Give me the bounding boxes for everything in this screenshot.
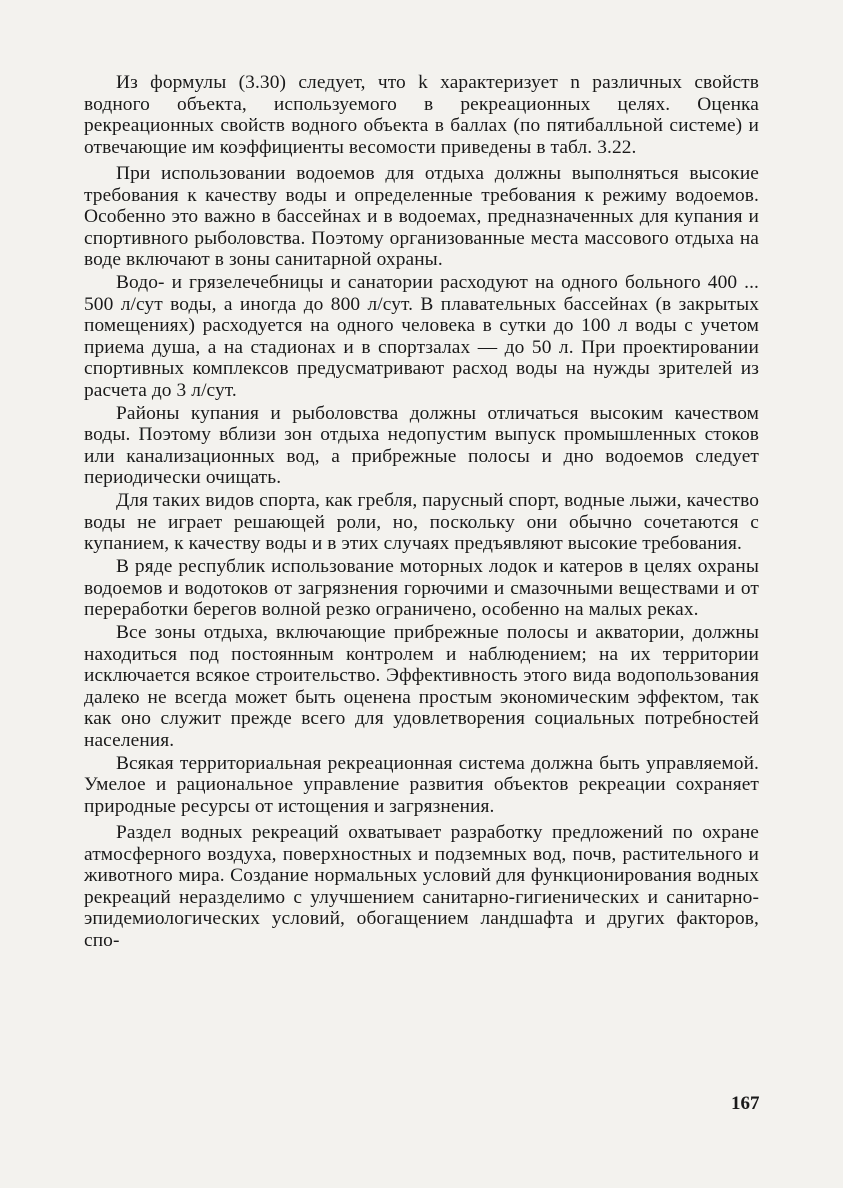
- paragraph-water-recreation-section: Раздел водных рекреаций охватывает разработку предложений по охране атмосферного воздуха, поверхностных и подземных вод, почв, растительного и животного мира. Создание нормальных условий для функционирования водных рекреаций неразделимо с улучшением санитарно-гигиенических и санитарно-эпидемиологических условий, обогащением ландшафта и других факторов, спо-: [84, 822, 759, 951]
- page-number: 167: [731, 1093, 760, 1114]
- paragraph-formula-note: Из формулы (3.30) следует, что k характеризует n различных свойств водного объекта, используемого в рекреационных целях. Оценка рекреационных свойств водного объекта в баллах (по пятибалльной системе) и отвечающие им коэффициенты весомости приведены в табл. 3.22.: [84, 72, 759, 158]
- paragraph-water-requirements: При использовании водоемов для отдыха должны выполняться высокие требования к качеству воды и определенные требования к режиму водоемов. Особенно это важно в бассейнах и в водоемах, предназначенных для купания и спортивного рыболовства. Поэтому организованные места массового отдыха на воде включают в зоны санитарной охраны.: [84, 163, 759, 270]
- paragraph-recreation-system: Всякая территориальная рекреационная система должна быть управляемой. Умелое и рациональное управление развития объектов рекреации сохраняет природные ресурсы от истощения и загрязнения.: [84, 752, 759, 817]
- body-text: [84, 72, 759, 953]
- paragraph-motor-boats: В ряде республик использование моторных лодок и катеров в целях охраны водоемов и водотоков от загрязнения горючими и смазочными веществами и от переработки берегов волной резко ограничено, особенно на малых реках.: [84, 556, 759, 620]
- paragraph-water-sports: Для таких видов спорта, как гребля, парусный спорт, водные лыжи, качество воды не играет решающей роли, но, поскольку они обычно сочетаются с купанием, к качеству воды и в этих случаях предъявляют высокие требования.: [84, 490, 759, 554]
- paragraph-swimming-areas: Районы купания и рыболовства должны отличаться высоким качеством воды. Поэтому вблизи зон отдыха недопустим выпуск промышленных стоков или канализационных вод, а прибрежные полосы и дно водоемов следует периодически очищать.: [84, 402, 759, 488]
- paragraph-water-consumption: Водо- и грязелечебницы и санатории расходуют на одного больного 400 ... 500 л/сут воды, а иногда до 800 л/сут. В плавательных бассейнах (в закрытых помещениях) расходуется на одного человека в сутки до 100 л воды с учетом приема душа, а на стадионах и в спортзалах — до 50 л. При проектировании спортивных комплексов предусматривают расход воды на нужды зрителей из расчета до 3 л/сут.: [84, 272, 759, 401]
- paragraph-recreation-zones: Все зоны отдыха, включающие прибрежные полосы и акватории, должны находиться под постоянным контролем и наблюдением; на их территории исключается всякое строительство. Эффективность этого вида водопользования далеко не всегда может быть оценена простым экономическим эффектом, так как оно служит прежде всего для удовлетворения социальных потребностей населения.: [84, 622, 759, 751]
